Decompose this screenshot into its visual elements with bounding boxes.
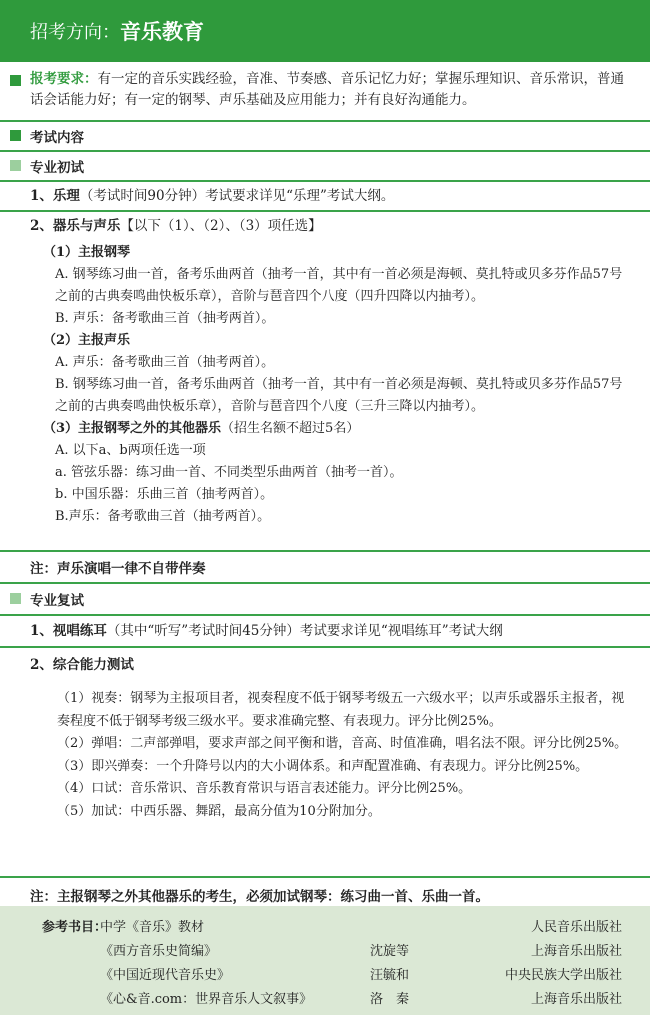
reference-row — [0, 964, 650, 986]
reference-author: 沈旋等 — [370, 944, 410, 959]
ability-item: （3）即兴弹奏：一个升降号以内的大小调体系。和声配置准确、有表现力。评分比例25%。 — [57, 758, 589, 774]
theory-row — [0, 182, 650, 210]
requirements-label: 报考要求： — [30, 71, 98, 87]
ear-row — [0, 616, 650, 646]
other-heading: （3）主报钢琴之外的其他器乐 — [43, 421, 222, 436]
other-heading-line — [43, 418, 632, 440]
instr-row — [0, 212, 650, 240]
prelim-heading: 专业初试 — [30, 160, 84, 176]
piano-a: A. 钢琴练习曲一首，备考乐曲两首（抽考一首，其中有一首必须是海顿、莫扎特或贝多芬作品57号之前的古典奏鸣曲快板乐章），音阶与琶音四个八度（四升四降以内抽考）。 — [55, 267, 623, 304]
reference-publisher: 上海音乐出版社 — [530, 992, 622, 1007]
reference-row — [0, 916, 650, 938]
instr-text: 【以下（1）、（2）、（3）项任选】 — [120, 217, 322, 234]
reference-book: 中学《音乐》教材 — [100, 920, 205, 935]
other-a1: a. 管弦乐器：练习曲一首、不同类型乐曲两首（抽考一首）。 — [55, 465, 403, 480]
vocal-b: B. 钢琴练习曲一首，备考乐曲两首（抽考一首，其中有一首必须是海顿、莫扎特或贝多芬作品57号之前的古典奏鸣曲快板乐章），音阶与琶音四个八度（三升三降以内抽考）。 — [55, 377, 623, 414]
piano-b: B. 声乐：备考歌曲三首（抽考两首）。 — [55, 311, 275, 326]
ear-label: 1、视唱练耳 — [30, 622, 107, 639]
other-note: （招生名额不超过5名） — [221, 421, 360, 436]
references-label: 参考书目： — [42, 920, 108, 935]
other-b2: B.声乐：备考歌曲三首（抽考两首）。 — [55, 509, 271, 524]
reference-book: 《中国近现代音乐史》 — [100, 968, 231, 983]
theory-label: 1、乐理 — [30, 187, 80, 204]
ability-label: 2、综合能力测试 — [30, 657, 134, 673]
vocal-a: A. 声乐：备考歌曲三首（抽考两首）。 — [55, 355, 275, 370]
ability-item: （5）加试：中西乐器、舞蹈，最高分值为10分附加分。 — [57, 803, 381, 819]
other-b1: b. 中国乐器：乐曲三首（抽考两首）。 — [55, 487, 274, 502]
square-bullet-icon — [10, 130, 21, 141]
reference-author: 汪毓和 — [370, 968, 410, 983]
instr-details — [0, 240, 650, 550]
prelim-note: 注：声乐演唱一律不自带伴奏 — [30, 561, 206, 577]
square-bullet-icon — [10, 75, 21, 86]
reference-row — [0, 988, 650, 1010]
reference-publisher: 人民音乐出版社 — [530, 920, 622, 935]
requirements-text: 有一定的音乐实践经验，音准、节奏感、音乐记忆力好；掌握乐理知识、音乐常识，普通话会话能力好；有一定的钢琴、声乐基础及应用能力；并有良好沟通能力。 — [30, 71, 624, 108]
retest-note: 注：主报钢琴之外其他器乐的考生，必须加试钢琴：练习曲一首、乐曲一首。 — [30, 889, 489, 905]
prelim-heading-row — [0, 152, 650, 180]
exam-heading-row — [0, 122, 650, 150]
ability-details — [0, 678, 650, 876]
exam-heading: 考试内容 — [30, 130, 84, 146]
reference-row — [0, 940, 650, 962]
reference-book: 《心&音.com：世界音乐人文叙事》 — [100, 992, 313, 1007]
instr-label: 2、器乐与声乐 — [30, 217, 121, 234]
retest-heading-row — [0, 584, 650, 614]
ear-text: （其中“听写”考试时间45分钟）考试要求详见“视唱练耳”考试大纲 — [106, 622, 503, 639]
theory-text: （考试时间90分钟）考试要求详见“乐理”考试大纲。 — [79, 187, 395, 204]
references-section — [0, 906, 650, 1015]
piano-heading: （1）主报钢琴 — [43, 245, 131, 260]
section-header — [0, 0, 650, 62]
header-title: 音乐教育 — [120, 19, 204, 44]
reference-book: 《西方音乐史简编》 — [100, 944, 218, 959]
vocal-heading: （2）主报声乐 — [43, 333, 131, 348]
reference-publisher: 中央民族大学出版社 — [504, 968, 622, 983]
reference-author: 洛 秦 — [370, 992, 410, 1007]
retest-heading: 专业复试 — [30, 593, 84, 609]
other-a: A. 以下a、b两项任选一项 — [55, 443, 206, 458]
ability-item: （4）口试：音乐常识、音乐教育常识与语言表述能力。评分比例25%。 — [57, 781, 472, 796]
square-bullet-icon — [10, 593, 21, 604]
header-prefix: 招考方向： — [30, 22, 120, 43]
requirements-section — [0, 66, 650, 120]
ability-row — [0, 648, 650, 678]
square-bullet-icon — [10, 160, 21, 171]
ability-item: （2）弹唱：二声部弹唱，要求声部之间平衡和谐，音高、时值准确，唱名法不限。评分比例25%。 — [57, 736, 628, 751]
ability-item: （1）视奏：钢琴为主报项目者，视奏程度不低于钢琴考级五一六级水平；以声乐或器乐主报者，视奏程度不低于钢琴考级三级水平。要求准确完整、有表现力。评分比例25%。 — [57, 691, 625, 729]
reference-publisher: 上海音乐出版社 — [530, 944, 622, 959]
